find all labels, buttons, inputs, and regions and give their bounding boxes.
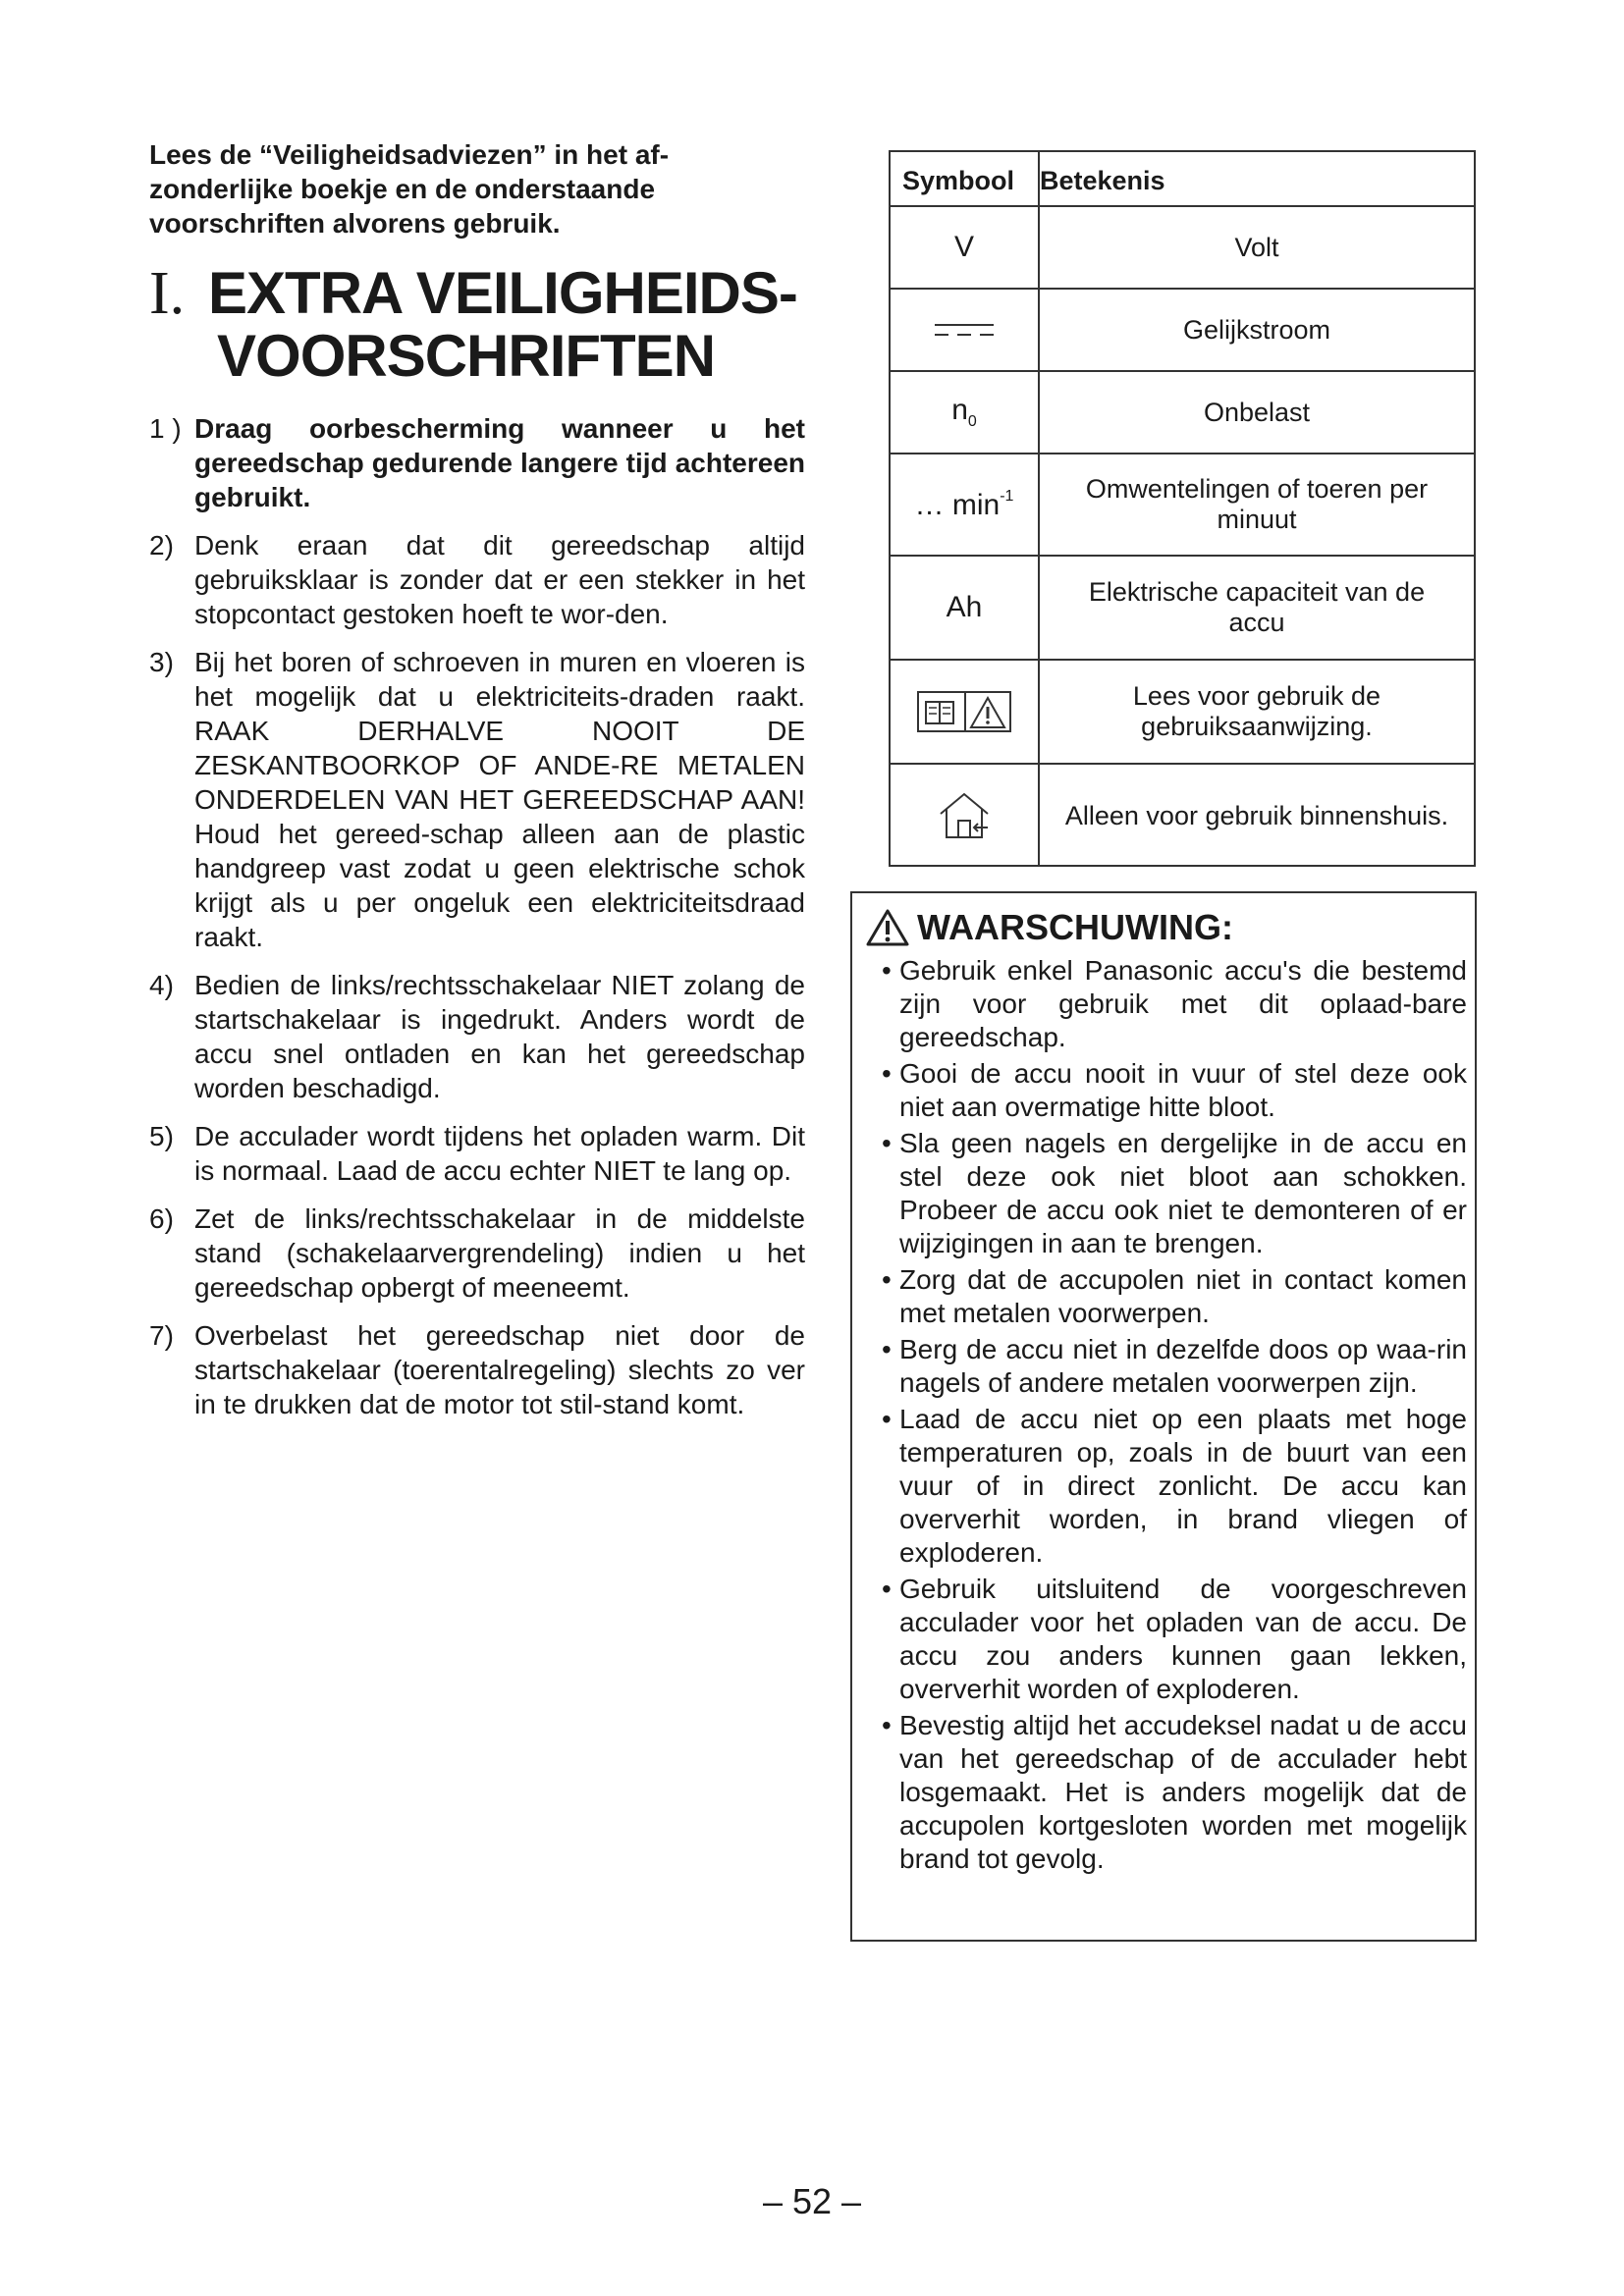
instruction-item [149, 1318, 805, 1421]
table-row [891, 453, 1474, 555]
bullet-icon: • [882, 1264, 892, 1295]
warning-item-text: Laad de accu niet op een plaats met hoge temperaturen op, zoals in de buurt van een vuur of in direct zonlicht. De accu kan oververhit worden, in brand vliegen of exploderen. [899, 1404, 1467, 1568]
item-text: Bedien de links/rechtsschakelaar NIET zolang de startschakelaar is ingedrukt. Anders wordt de accu snel ontladen en kan het gereedschap worden beschadigd. [194, 970, 805, 1103]
warning-item-text: Gooi de accu nooit in vuur of stel deze ook niet aan overmatige hitte bloot. [899, 1058, 1467, 1122]
table-row [891, 659, 1474, 763]
heading-number: I. [149, 260, 186, 327]
instruction-item [149, 411, 805, 514]
item-text: Draag oorbescherming wanneer u het gereedschap gedurende langere tijd achtereen gebruikt. [194, 413, 805, 512]
symbol-cell [891, 661, 1038, 763]
warning-item-text: Zorg dat de accupolen niet in contact komen met metalen voorwerpen. [899, 1264, 1467, 1328]
bullet-icon: • [882, 1710, 892, 1740]
bullet-icon: • [882, 1334, 892, 1364]
item-text: Bij het boren of schroeven in muren en vloeren is het mogelijk dat u elektriciteits-draden raakt. RAAK DERHALVE NOOIT DE ZESKANTBOORKOP OF ANDE-RE METALEN ONDERDELEN VAN HET GEREEDSCHAP AAN! Houd het gereed-schap alleen aan de plastic handgreep vast zodat u geen elektrische schok krijgt als u per ongeluk een elektriciteitsdraad raakt. [194, 647, 805, 952]
bullet-icon: • [882, 1574, 892, 1604]
instruction-item [149, 1119, 805, 1188]
dc-current-icon [933, 320, 996, 340]
warning-list [866, 954, 1467, 1876]
instruction-item [149, 968, 805, 1105]
warning-item-text: Gebruik enkel Panasonic accu's die bestemd zijn voor gebruik met dit oplaad-bare gereedschap. [899, 955, 1467, 1052]
page-number: – 52 – [762, 2181, 862, 2221]
item-number: 2) [149, 530, 174, 561]
warning-title-text: WAARSCHUWING: [917, 907, 1233, 947]
table-row [891, 205, 1474, 288]
header-meaning: Betekenis [1040, 166, 1165, 195]
warning-item-text: Bevestig altijd het accudeksel nadat u de accu van het gereedschap of de acculader hebt losgemaakt. Het is anders mogelijk dat de accupolen kortgesloten worden met mogelijk brand tot gevolg. [899, 1710, 1467, 1874]
meaning-cell: Alleen voor gebruik binnenshuis. [1064, 800, 1449, 830]
warning-item-text: Berg de accu niet in dezelfde doos op waa-rin nagels of andere metalen voorwerpen zijn. [899, 1334, 1467, 1398]
item-number: 3) [149, 647, 174, 677]
symbol-cell [891, 372, 1038, 453]
symbol-main: n [951, 394, 968, 426]
symbol-cell [891, 454, 1038, 555]
meaning-cell: Elektrische capaciteit van de accu [1088, 577, 1426, 637]
meaning-cell: Lees voor gebruik de gebruiksaanwijzing. [1132, 681, 1381, 741]
warning-item [866, 1573, 1467, 1706]
rpm-symbol [915, 488, 1014, 522]
warning-title [866, 907, 1467, 948]
bullet-icon: • [882, 1058, 892, 1089]
item-number: 7) [149, 1320, 174, 1351]
warning-item [866, 1333, 1467, 1400]
instruction-list [149, 411, 805, 1421]
table-row [891, 288, 1474, 370]
item-number: 4) [149, 970, 174, 1000]
intro-text: Lees de “Veiligheidsadviezen” in het af-zonderlijke boekje en de onderstaande voorschriften alvorens gebruik. [149, 139, 670, 239]
item-text: Overbelast het gereedschap niet door de startschakelaar (toerentalregeling) slechts zo ver in te drukken dat de motor tot stil-stand komt. [194, 1320, 805, 1419]
heading-line-1: EXTRA VEILIGHEIDS- [208, 260, 797, 326]
symbol-sup: -1 [1000, 487, 1014, 505]
warning-icon [866, 909, 909, 946]
warning-item [866, 1403, 1467, 1570]
instruction-item [149, 645, 805, 954]
read-manual-icon [916, 688, 1012, 735]
symbol-table [889, 150, 1476, 867]
warning-item [866, 1263, 1467, 1330]
warning-item-text: Gebruik uitsluitend de voorgeschreven acculader voor het opladen van de accu. De accu zou anders kunnen gaan lekken, oververhit worden of exploderen. [899, 1574, 1467, 1704]
warning-item [866, 954, 1467, 1054]
item-text: De acculader wordt tijdens het opladen warm. Dit is normaal. Laad de accu echter NIET te lang op. [194, 1121, 805, 1186]
symbol-main: … min [914, 488, 1001, 521]
bullet-icon: • [882, 955, 892, 986]
item-number: 5) [149, 1121, 174, 1151]
table-header [891, 152, 1474, 205]
symbol-sub: 0 [967, 413, 977, 430]
warning-item-text: Sla geen nagels en dergelijke in de accu en stel deze ook niet bloot aan schokken. Probeer de accu ook niet te demonteren of er wijzigingen in aan te brengen. [899, 1128, 1467, 1258]
meaning-cell: Omwentelingen of toeren per minuut [1085, 474, 1429, 534]
meaning-cell: Gelijkstroom [1182, 314, 1331, 345]
meaning-cell: Volt [1234, 232, 1279, 262]
heading-line-2: VOORSCHRIFTEN [217, 323, 716, 389]
header-symbol: Symbool [902, 166, 1015, 195]
indoor-use-icon [935, 790, 994, 841]
table-row [891, 555, 1474, 659]
bullet-icon: • [882, 1404, 892, 1434]
item-number: 1 ) [149, 413, 182, 444]
symbol-cell: V [953, 231, 974, 263]
item-number: 6) [149, 1203, 174, 1234]
no-load-symbol [951, 394, 977, 431]
symbol-cell [891, 765, 1038, 867]
table-row [891, 763, 1474, 867]
item-text: Zet de links/rechtsschakelaar in de middelste stand (schakelaarvergrendeling) indien u het gereedschap opbergt of meeneemt. [194, 1203, 805, 1303]
meaning-cell: Onbelast [1203, 397, 1311, 427]
warning-item [866, 1127, 1467, 1260]
left-column [149, 137, 805, 1435]
instruction-item [149, 528, 805, 631]
item-text: Denk eraan dat dit gereedschap altijd gebruiksklaar is zonder dat er een stekker in het stopcontact gestoken hoeft te wor-den. [194, 530, 805, 629]
section-heading [149, 262, 805, 388]
table-row [891, 370, 1474, 453]
warning-item [866, 1709, 1467, 1876]
symbol-cell [891, 290, 1038, 370]
instruction-item [149, 1201, 805, 1305]
symbol-cell: Ah [946, 591, 983, 623]
warning-box [850, 891, 1477, 1942]
warning-item [866, 1057, 1467, 1124]
bullet-icon: • [882, 1128, 892, 1158]
